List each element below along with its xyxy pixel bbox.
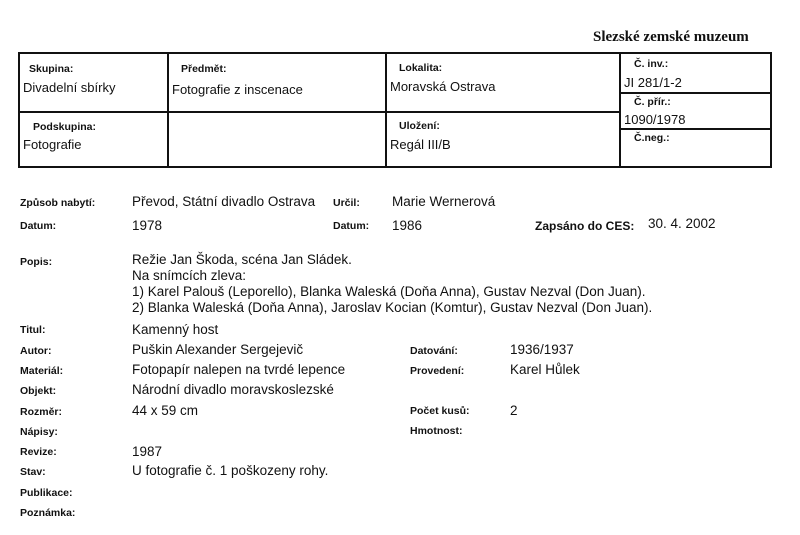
- material-label: Materiál:: [20, 365, 64, 377]
- divider: [619, 54, 621, 166]
- zapsano-label: Zapsáno do CES:: [535, 219, 635, 233]
- predmet-label: Předmět:: [181, 63, 227, 75]
- divider: [619, 128, 770, 130]
- poznamka-label: Poznámka:: [20, 507, 76, 519]
- datum-urceni-value: 1986: [392, 218, 423, 233]
- popis-line: Režie Jan Škoda, scéna Jan Sládek.: [132, 252, 352, 267]
- predmet-value: Fotografie z inscenace: [172, 82, 303, 97]
- stav-label: Stav:: [20, 466, 46, 478]
- provedeni-value: Karel Hůlek: [510, 362, 580, 377]
- zpusob-value: Převod, Státní divadlo Ostrava: [132, 194, 316, 209]
- datum-value: 1978: [132, 218, 163, 233]
- divider: [20, 111, 619, 113]
- hmotnost-label: Hmotnost:: [410, 425, 463, 437]
- zpusob-label: Způsob nabytí:: [20, 197, 96, 209]
- urcil-label: Určil:: [333, 197, 360, 209]
- podskupina-label: Podskupina:: [33, 121, 97, 133]
- revize-label: Revize:: [20, 446, 57, 458]
- material-value: Fotopapír nalepen na tvrdé lepence: [132, 362, 346, 377]
- objekt-label: Objekt:: [20, 385, 57, 397]
- rozmer-value: 44 x 59 cm: [132, 403, 199, 418]
- pocet-label: Počet kusů:: [410, 405, 470, 417]
- c-inv-value: JI 281/1-2: [624, 75, 682, 90]
- datum-urceni-label: Datum:: [333, 220, 370, 232]
- skupina-label: Skupina:: [29, 63, 74, 75]
- ulozeni-label: Uložení:: [399, 120, 440, 132]
- pocet-value: 2: [510, 403, 518, 418]
- divider: [167, 54, 169, 166]
- divider: [619, 92, 770, 94]
- popis-line: 2) Blanka Waleská (Doňa Anna), Jaroslav Kocian (Komtur), Gustav Nezval (Don Juan).: [132, 300, 653, 315]
- urcil-value: Marie Wernerová: [392, 194, 496, 209]
- skupina-value: Divadelní sbírky: [23, 80, 116, 95]
- datovani-value: 1936/1937: [510, 342, 574, 357]
- zapsano-value: 30. 4. 2002: [648, 216, 716, 231]
- divider: [385, 54, 387, 166]
- autor-value: Puškin Alexander Sergejevič: [132, 342, 304, 357]
- popis-line: Na snímcích zleva:: [132, 268, 247, 283]
- publikace-label: Publikace:: [20, 487, 73, 499]
- datovani-label: Datování:: [410, 345, 458, 357]
- c-neg-label: Č.neg.:: [634, 132, 670, 144]
- napisy-label: Nápisy:: [20, 426, 58, 438]
- stav-value: U fotografie č. 1 poškozeny rohy.: [132, 463, 329, 478]
- podskupina-value: Fotografie: [23, 137, 82, 152]
- popis-label: Popis:: [20, 256, 53, 268]
- titul-label: Titul:: [20, 324, 46, 336]
- museum-title: Slezské zemské muzeum: [593, 29, 749, 45]
- revize-value: 1987: [132, 444, 163, 459]
- titul-value: Kamenný host: [132, 322, 219, 337]
- c-prir-value: 1090/1978: [624, 112, 686, 127]
- lokalita-label: Lokalita:: [399, 62, 443, 74]
- provedeni-label: Provedení:: [410, 365, 465, 377]
- autor-label: Autor:: [20, 345, 52, 357]
- datum-label: Datum:: [20, 220, 57, 232]
- c-inv-label: Č. inv.:: [634, 58, 669, 70]
- ulozeni-value: Regál III/B: [390, 137, 451, 152]
- rozmer-label: Rozměr:: [20, 406, 63, 418]
- c-prir-label: Č. přír.:: [634, 96, 671, 108]
- popis-line: 1) Karel Palouš (Leporello), Blanka Waleská (Doňa Anna), Gustav Nezval (Don Juan).: [132, 284, 646, 299]
- lokalita-value: Moravská Ostrava: [390, 79, 496, 94]
- objekt-value: Národní divadlo moravskoslezské: [132, 382, 334, 397]
